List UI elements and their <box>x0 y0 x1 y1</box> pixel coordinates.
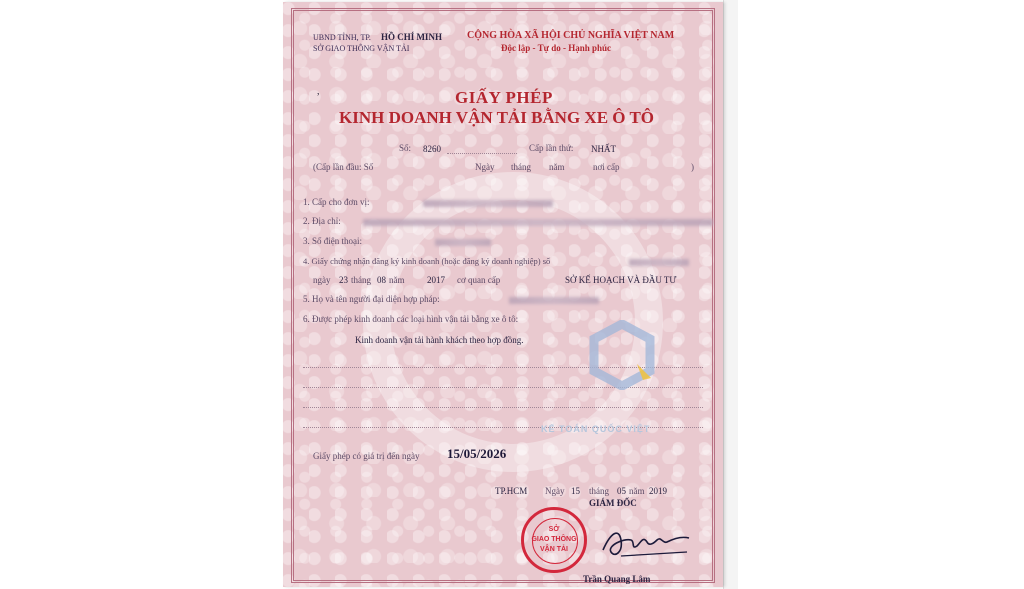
signoff-month: 05 <box>617 486 626 496</box>
signer-name: Trần Quang Lâm <box>583 574 651 584</box>
agency-line1 <box>313 32 442 42</box>
official-seal <box>521 507 587 573</box>
mark-tick: , <box>317 86 320 97</box>
field-2-label: 2. Địa chỉ: <box>303 216 341 226</box>
cap-lan-value: NHẤT <box>591 144 616 154</box>
redacted-phone <box>435 239 491 246</box>
redacted-address <box>363 219 713 226</box>
field-4-label: 4. Giấy chứng nhận đăng ký kinh doanh (hoặc đăng ký doanh nghiệp) số <box>303 256 551 266</box>
field-4-ngay: ngày <box>313 275 331 285</box>
signoff-nam: năm <box>629 486 645 496</box>
watermark-logo-icon <box>587 320 657 390</box>
field-5-label: 5. Họ và tên người đại diện hợp pháp: <box>303 294 440 304</box>
field-6-value: Kinh doanh vận tải hành khách theo hợp đồng. <box>355 335 524 345</box>
handwritten-signature-icon <box>601 522 691 562</box>
underlying-page-edge <box>723 0 738 589</box>
validity-label: Giấy phép có giá trị đến ngày <box>313 451 420 461</box>
so-value: 8260 <box>423 144 441 154</box>
so-label: Số: <box>399 143 412 153</box>
field-4-thang: tháng <box>351 275 371 285</box>
field-4-day: 23 <box>339 275 348 285</box>
agency-prefix: UBND TỈNH, TP. <box>313 33 371 42</box>
validity-date: 15/05/2026 <box>447 446 507 461</box>
agency-line2: SỞ GIAO THÔNG VẬN TẢI <box>313 44 410 53</box>
first-issue-noi: nơi cấp <box>593 162 620 172</box>
seal-text-3: VẬN TẢI <box>540 546 568 553</box>
first-issue-thang: tháng <box>511 162 531 172</box>
cap-lan-label: Cấp lần thứ: <box>529 143 574 153</box>
document-title-2: KINH DOANH VẬN TẢI BẰNG XE Ô TÔ <box>339 108 655 127</box>
first-issue-ngay: Ngày <box>475 162 495 172</box>
first-issue-open: (Cấp lần đầu: Số <box>313 162 374 172</box>
seal-text-1: SỞ <box>548 526 560 533</box>
redacted-registration-number <box>629 259 689 266</box>
field-4-coquan-value: SỞ KẾ HOẠCH VÀ ĐẦU TƯ <box>565 275 677 285</box>
first-issue-close: ) <box>691 162 694 172</box>
signoff-ngay: Ngày <box>545 486 565 496</box>
document-title-1: GIẤY PHÉP <box>455 88 553 107</box>
dotted-line <box>303 407 703 408</box>
field-4-nam: năm <box>389 275 405 285</box>
signoff-role: GIÁM ĐỐC <box>589 498 637 508</box>
dotted-line <box>447 153 517 154</box>
redacted-unit-name <box>423 200 553 207</box>
watermark-text: KẾ TOÁN QUỐC VIỆT <box>541 424 651 434</box>
signoff-thang: tháng <box>589 486 609 496</box>
field-4-month: 08 <box>377 275 386 285</box>
signoff-place: TP.HCM <box>495 486 528 496</box>
national-motto-1: CỘNG HÒA XÃ HỘI CHỦ NGHĨA VIỆT NAM <box>467 30 675 41</box>
seal-text-2: GIAO THÔNG <box>531 536 577 543</box>
field-6-label: 6. Được phép kinh doanh các loại hình vận tải bằng xe ô tô: <box>303 314 519 324</box>
signoff-day: 15 <box>571 486 580 496</box>
signoff-year: 2019 <box>649 486 667 496</box>
first-issue-nam: năm <box>549 162 565 172</box>
license-document <box>283 2 723 587</box>
agency-city: HỒ CHÍ MINH <box>380 32 442 42</box>
redacted-representative <box>509 297 599 304</box>
field-4-year: 2017 <box>427 275 445 285</box>
field-4-coquan: cơ quan cấp <box>457 275 501 285</box>
national-motto-2: Độc lập - Tự do - Hạnh phúc <box>501 43 612 53</box>
field-3-label: 3. Số điện thoại: <box>303 236 362 246</box>
field-1-label: 1. Cấp cho đơn vị: <box>303 197 370 207</box>
